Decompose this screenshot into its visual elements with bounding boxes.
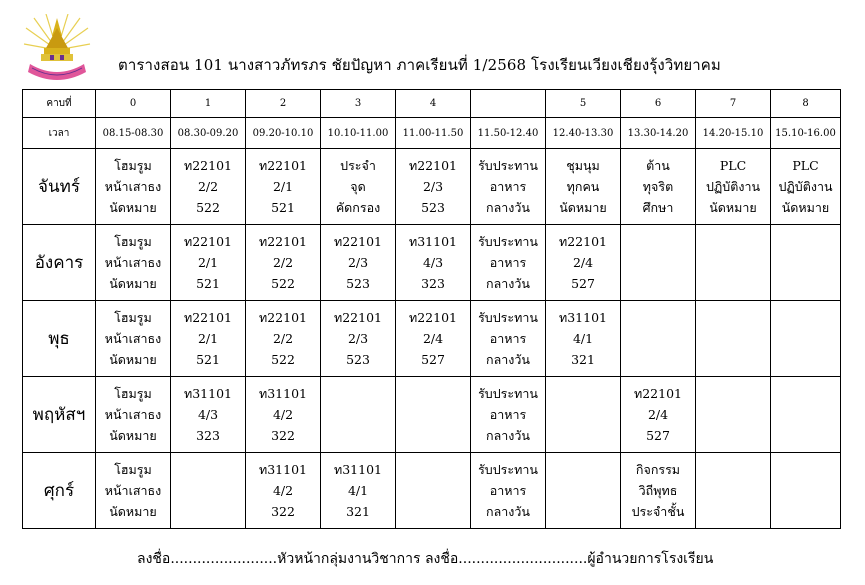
day-row bbox=[23, 225, 841, 301]
schedule-cell bbox=[96, 453, 171, 529]
schedule-cell bbox=[96, 225, 171, 301]
schedule-cell bbox=[621, 301, 696, 377]
schedule-cell-line: ประจำชั้น bbox=[631, 504, 685, 519]
schedule-cell-line: ท22101 bbox=[333, 310, 382, 325]
schedule-cell-line: นัดหมาย bbox=[559, 200, 607, 215]
schedule-cell-line: 521 bbox=[196, 352, 220, 367]
schedule-cell-line: ประจำ bbox=[340, 158, 376, 173]
schedule-cell-line: รับประทาน bbox=[478, 234, 538, 249]
period-number: 8 bbox=[771, 90, 841, 118]
period-number: 4 bbox=[396, 90, 471, 118]
schedule-cell-line: จุด bbox=[350, 179, 366, 194]
schedule-cell-line: กลางวัน bbox=[486, 200, 530, 215]
schedule-cell bbox=[396, 377, 471, 453]
period-time: 11.00-11.50 bbox=[396, 118, 471, 149]
schedule-cell-line: 2/1 bbox=[197, 255, 219, 270]
day-row bbox=[23, 377, 841, 453]
schedule-cell bbox=[171, 377, 246, 453]
schedule-cell-line: โฮมรูม bbox=[114, 462, 152, 477]
schedule-cell bbox=[246, 377, 321, 453]
day-label: ศุกร์ bbox=[23, 453, 96, 529]
schedule-cell-line: โฮมรูม bbox=[114, 234, 152, 249]
schedule-cell bbox=[246, 453, 321, 529]
schedule-cell bbox=[396, 149, 471, 225]
schedule-cell bbox=[621, 225, 696, 301]
schedule-cell bbox=[471, 301, 546, 377]
schedule-cell-line: ชุมนุม bbox=[566, 158, 600, 173]
schedule-cell bbox=[96, 149, 171, 225]
day-row bbox=[23, 301, 841, 377]
schedule-cell bbox=[96, 377, 171, 453]
schedule-cell bbox=[471, 453, 546, 529]
schedule-cell-line: นัดหมาย bbox=[109, 200, 157, 215]
schedule-cell-line: 4/3 bbox=[197, 407, 219, 422]
schedule-cell-line: 2/1 bbox=[272, 179, 294, 194]
schedule-cell-line: 527 bbox=[571, 276, 595, 291]
schedule-cell-line: หน้าเสาธง bbox=[104, 179, 162, 194]
day-label: พฤหัสฯ bbox=[23, 377, 96, 453]
period-time: 12.40-13.30 bbox=[546, 118, 621, 149]
schedule-cell bbox=[696, 377, 771, 453]
schedule-cell-line: หน้าเสาธง bbox=[104, 255, 162, 270]
schedule-cell bbox=[171, 301, 246, 377]
schedule-cell-line: ทุจริต bbox=[642, 179, 674, 194]
schedule-cell bbox=[396, 301, 471, 377]
period-number: 5 bbox=[546, 90, 621, 118]
schedule-cell bbox=[696, 453, 771, 529]
schedule-cell-line: ท31101 bbox=[558, 310, 607, 325]
schedule-cell-line: ท22101 bbox=[408, 310, 457, 325]
schedule-cell bbox=[696, 149, 771, 225]
schedule-cell-line: ท22101 bbox=[258, 158, 307, 173]
schedule-cell-line: หน้าเสาธง bbox=[104, 407, 162, 422]
schedule-cell-line: 521 bbox=[196, 276, 220, 291]
day-label: พุธ bbox=[23, 301, 96, 377]
schedule-cell-line: ทุกคน bbox=[566, 179, 600, 194]
schedule-cell-line: กิจกรรม bbox=[635, 462, 681, 477]
schedule-cell bbox=[96, 301, 171, 377]
schedule-cell-line: 522 bbox=[271, 352, 295, 367]
period-number: 7 bbox=[696, 90, 771, 118]
schedule-cell-line: 2/3 bbox=[347, 255, 369, 270]
signature-line: ลงชื่อ........................หัวหน้ากลุ่มงานวิชาการ ลงชื่อ.............................ผู้อำนวยการโรงเรียน bbox=[137, 551, 714, 567]
period-time: 15.10-16.00 bbox=[771, 118, 841, 149]
schedule-cell-line: ศึกษา bbox=[642, 200, 674, 215]
schedule-cell-line: โฮมรูม bbox=[114, 158, 152, 173]
schedule-cell-line: ท22101 bbox=[258, 310, 307, 325]
schedule-cell-line: ปฏิบัติงาน bbox=[778, 179, 833, 194]
period-time: 11.50-12.40 bbox=[471, 118, 546, 149]
schedule-cell bbox=[546, 149, 621, 225]
schedule-cell-line: ท31101 bbox=[408, 234, 457, 249]
timetable bbox=[22, 89, 841, 529]
schedule-cell-line: ท22101 bbox=[633, 386, 682, 401]
period-header-row bbox=[23, 90, 841, 118]
schedule-cell-line: ท22101 bbox=[558, 234, 607, 249]
schedule-cell-line: นัดหมาย bbox=[781, 200, 830, 215]
schedule-cell bbox=[396, 225, 471, 301]
schedule-cell-line: 2/2 bbox=[272, 331, 294, 346]
day-label: อังคาร bbox=[23, 225, 96, 301]
schedule-cell bbox=[621, 453, 696, 529]
period-time: 09.20-10.10 bbox=[246, 118, 321, 149]
schedule-cell-line: ท22101 bbox=[183, 158, 232, 173]
schedule-cell bbox=[171, 453, 246, 529]
schedule-cell-line: รับประทาน bbox=[478, 158, 538, 173]
period-time: 10.10-11.00 bbox=[321, 118, 396, 149]
schedule-cell-line: 2/1 bbox=[197, 331, 219, 346]
schedule-cell-line: 523 bbox=[346, 352, 370, 367]
schedule-cell bbox=[471, 225, 546, 301]
schedule-cell-line: PLC bbox=[719, 158, 747, 173]
period-time: 13.30-14.20 bbox=[621, 118, 696, 149]
schedule-cell bbox=[621, 149, 696, 225]
schedule-cell-line: 2/2 bbox=[272, 255, 294, 270]
schedule-cell bbox=[321, 149, 396, 225]
schedule-cell-line: 2/4 bbox=[422, 331, 444, 346]
schedule-cell-line: โฮมรูม bbox=[114, 310, 152, 325]
schedule-cell-line: 521 bbox=[271, 200, 295, 215]
schedule-cell-line: อาหาร bbox=[489, 331, 527, 346]
schedule-cell-line: ท22101 bbox=[408, 158, 457, 173]
period-time: 08.15-08.30 bbox=[96, 118, 171, 149]
period-number: 6 bbox=[621, 90, 696, 118]
period-time: 14.20-15.10 bbox=[696, 118, 771, 149]
schedule-cell-line: 2/2 bbox=[197, 179, 219, 194]
schedule-cell bbox=[621, 377, 696, 453]
schedule-cell-line: รับประทาน bbox=[478, 462, 538, 477]
time-header-row bbox=[23, 118, 841, 149]
school-emblem-icon bbox=[22, 14, 92, 84]
schedule-cell bbox=[696, 301, 771, 377]
schedule-cell-line: กลางวัน bbox=[486, 504, 530, 519]
schedule-cell-line: ท31101 bbox=[183, 386, 232, 401]
schedule-cell bbox=[246, 225, 321, 301]
page-title: ตารางสอน 101 นางสาวภัทรภร ชัยปัญหา ภาคเรียนที่ 1/2568 โรงเรียนเวียงเชียงรุ้งวิทยาคม bbox=[118, 56, 721, 74]
schedule-cell bbox=[171, 149, 246, 225]
schedule-cell bbox=[321, 453, 396, 529]
schedule-cell-line: นัดหมาย bbox=[109, 276, 157, 291]
schedule-cell-line: รับประทาน bbox=[478, 310, 538, 325]
schedule-cell-line: กลางวัน bbox=[486, 276, 530, 291]
period-number: 0 bbox=[96, 90, 171, 118]
schedule-cell-line: กลางวัน bbox=[486, 428, 530, 443]
schedule-cell bbox=[771, 149, 841, 225]
schedule-cell bbox=[546, 453, 621, 529]
schedule-cell-line: 323 bbox=[421, 276, 445, 291]
schedule-cell-line: ท31101 bbox=[258, 462, 307, 477]
schedule-cell bbox=[771, 453, 841, 529]
schedule-cell-line: 321 bbox=[571, 352, 595, 367]
schedule-cell-line: 4/2 bbox=[272, 483, 294, 498]
period-header-label: คาบที่ bbox=[23, 90, 96, 118]
schedule-cell-line: โฮมรูม bbox=[114, 386, 152, 401]
schedule-cell bbox=[771, 377, 841, 453]
schedule-cell-line: 2/4 bbox=[572, 255, 594, 270]
schedule-cell-line: นัดหมาย bbox=[109, 428, 157, 443]
schedule-cell-line: ท31101 bbox=[258, 386, 307, 401]
period-number: 2 bbox=[246, 90, 321, 118]
schedule-cell bbox=[246, 301, 321, 377]
schedule-cell-line: 322 bbox=[271, 428, 295, 443]
schedule-cell-line: 2/4 bbox=[647, 407, 669, 422]
schedule-cell-line: PLC bbox=[792, 158, 819, 173]
schedule-cell-line: นัดหมาย bbox=[109, 504, 157, 519]
schedule-cell-line: อาหาร bbox=[489, 407, 527, 422]
schedule-cell bbox=[546, 301, 621, 377]
schedule-cell bbox=[321, 225, 396, 301]
schedule-cell-line: หน้าเสาธง bbox=[104, 331, 162, 346]
schedule-cell-line: 2/3 bbox=[347, 331, 369, 346]
schedule-cell-line: ต้าน bbox=[646, 158, 670, 173]
period-time: 08.30-09.20 bbox=[171, 118, 246, 149]
schedule-cell-line: 322 bbox=[271, 504, 295, 519]
schedule-cell-line: นัดหมาย bbox=[709, 200, 757, 215]
schedule-cell bbox=[396, 453, 471, 529]
schedule-cell-line: ปฏิบัติงาน bbox=[705, 179, 761, 194]
schedule-cell-line: 4/1 bbox=[347, 483, 369, 498]
schedule-cell-line: 523 bbox=[346, 276, 370, 291]
schedule-cell-line: 2/3 bbox=[422, 179, 444, 194]
schedule-cell-line: 4/3 bbox=[422, 255, 444, 270]
period-number: 1 bbox=[171, 90, 246, 118]
schedule-cell-line: 4/1 bbox=[572, 331, 594, 346]
schedule-cell-line: อาหาร bbox=[489, 483, 527, 498]
schedule-cell bbox=[246, 149, 321, 225]
period-number: 3 bbox=[321, 90, 396, 118]
schedule-cell-line: 522 bbox=[196, 200, 220, 215]
schedule-cell bbox=[771, 225, 841, 301]
day-label: จันทร์ bbox=[23, 149, 96, 225]
schedule-cell-line: 522 bbox=[271, 276, 295, 291]
schedule-cell bbox=[696, 225, 771, 301]
schedule-cell bbox=[471, 377, 546, 453]
schedule-cell-line: 321 bbox=[346, 504, 370, 519]
schedule-cell bbox=[471, 149, 546, 225]
schedule-cell-line: ท22101 bbox=[183, 234, 232, 249]
schedule-cell-line: 527 bbox=[421, 352, 445, 367]
schedule-cell-line: วิถีพุทธ bbox=[638, 483, 678, 498]
schedule-cell bbox=[321, 377, 396, 453]
schedule-cell-line: 523 bbox=[421, 200, 445, 215]
schedule-cell bbox=[546, 225, 621, 301]
schedule-cell-line: หน้าเสาธง bbox=[104, 483, 162, 498]
schedule-cell bbox=[546, 377, 621, 453]
schedule-cell bbox=[321, 301, 396, 377]
schedule-cell bbox=[771, 301, 841, 377]
schedule-cell-line: กลางวัน bbox=[486, 352, 530, 367]
schedule-cell-line: อาหาร bbox=[489, 255, 527, 270]
time-header-label: เวลา bbox=[23, 118, 96, 149]
schedule-cell bbox=[171, 225, 246, 301]
day-row bbox=[23, 149, 841, 225]
schedule-cell-line: ท22101 bbox=[183, 310, 232, 325]
schedule-cell-line: อาหาร bbox=[489, 179, 527, 194]
schedule-cell-line: รับประทาน bbox=[478, 386, 538, 401]
period-number bbox=[471, 90, 546, 118]
schedule-cell-line: นัดหมาย bbox=[109, 352, 157, 367]
schedule-cell-line: 527 bbox=[646, 428, 670, 443]
schedule-cell-line: ท31101 bbox=[333, 462, 382, 477]
schedule-cell-line: 323 bbox=[196, 428, 220, 443]
day-row bbox=[23, 453, 841, 529]
schedule-cell-line: ท22101 bbox=[333, 234, 382, 249]
schedule-cell-line: 4/2 bbox=[272, 407, 294, 422]
schedule-cell-line: ท22101 bbox=[258, 234, 307, 249]
schedule-cell-line: คัดกรอง bbox=[335, 200, 381, 215]
